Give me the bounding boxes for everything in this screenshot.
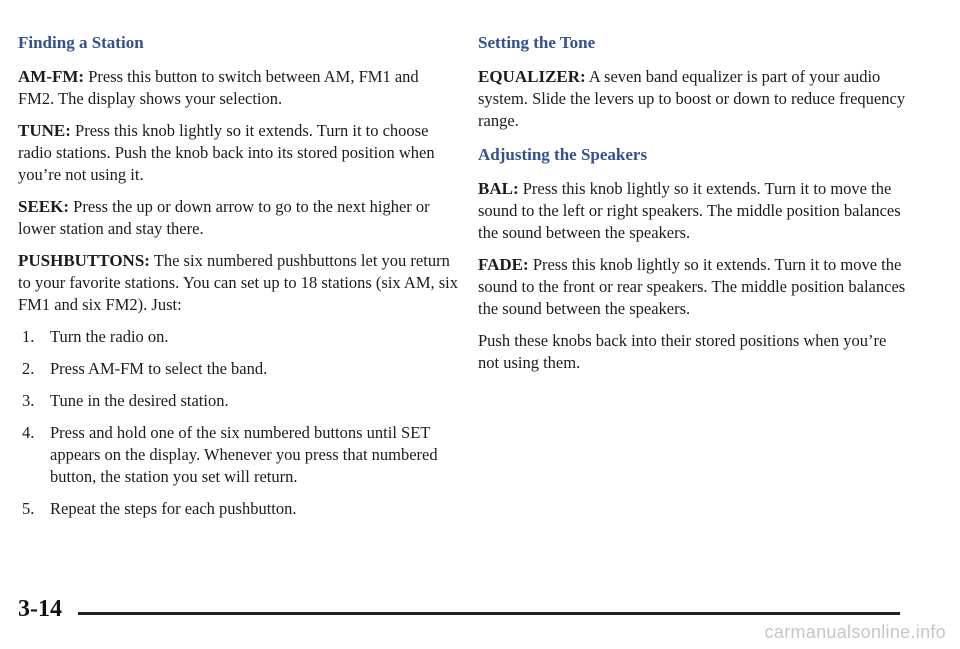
page-footer [18, 592, 900, 626]
list-item [18, 422, 458, 488]
am-fm-term: AM-FM: [18, 67, 85, 86]
equalizer-text: A seven band equalizer is part of your audio system. Slide the levers up to boost or down to reduce frequency range. [478, 67, 906, 130]
am-fm-paragraph [18, 66, 458, 110]
pushbuttons-paragraph [18, 250, 458, 316]
am-fm-text: Press this button to switch between AM, FM1 and FM2. The display shows your selection. [18, 67, 419, 108]
step-number: 3. [22, 391, 35, 410]
equalizer-term: EQUALIZER: [478, 67, 586, 86]
step-number: 1. [22, 327, 35, 346]
fade-text: Press this knob lightly so it extends. Turn it to move the sound to the front or rear speakers. The middle position balances the sound between the speakers. [478, 255, 906, 318]
tune-paragraph [18, 120, 458, 186]
watermark: carmanualsonline.info [764, 622, 946, 642]
bal-paragraph [478, 178, 908, 244]
pushbutton-steps-list [18, 326, 458, 520]
bal-term: BAL: [478, 179, 519, 198]
equalizer-paragraph [478, 66, 908, 132]
list-item [18, 326, 458, 348]
tune-text: Press this knob lightly so it extends. Turn it to choose radio stations. Push the knob back into its stored position when you’re not using it. [18, 121, 435, 184]
seek-text: Press the up or down arrow to go to the next higher or lower station and stay there. [18, 197, 430, 238]
fade-paragraph [478, 254, 908, 320]
fade-term: FADE: [478, 255, 529, 274]
seek-paragraph [18, 196, 458, 240]
setting-the-tone-heading: Setting the Tone [478, 33, 596, 52]
step-text: Press AM-FM to select the band. [50, 359, 268, 378]
step-number: 4. [22, 423, 35, 442]
pushbuttons-text: The six numbered pushbuttons let you return to your favorite stations. You can set up to 18 stations (six AM, six FM1 and six FM2). Just: [18, 251, 458, 314]
tune-term: TUNE: [18, 121, 71, 140]
finding-a-station-heading: Finding a Station [18, 33, 144, 52]
seek-term: SEEK: [18, 197, 70, 216]
page-number: 3-14 [18, 596, 62, 622]
list-item [18, 390, 458, 412]
step-number: 5. [22, 499, 35, 518]
step-text: Turn the radio on. [50, 327, 169, 346]
bal-text: Press this knob lightly so it extends. Turn it to move the sound to the left or right speakers. The middle position balances the sound between the speakers. [478, 179, 901, 242]
pushbuttons-term: PUSHBUTTONS: [18, 251, 150, 270]
step-text: Tune in the desired station. [50, 391, 229, 410]
left-column [18, 30, 458, 530]
adjusting-the-speakers-heading: Adjusting the Speakers [478, 145, 648, 164]
list-item [18, 498, 458, 520]
list-item [18, 358, 458, 380]
footer-rule [78, 612, 900, 615]
closing-paragraph: Push these knobs back into their stored positions when you’re not using them. [478, 331, 887, 372]
step-number: 2. [22, 359, 35, 378]
step-text: Repeat the steps for each pushbutton. [50, 499, 297, 518]
right-column [478, 30, 908, 384]
step-text: Press and hold one of the six numbered buttons until SET appears on the display. Whenever you press that numbered button, the station you set will return. [50, 423, 438, 486]
